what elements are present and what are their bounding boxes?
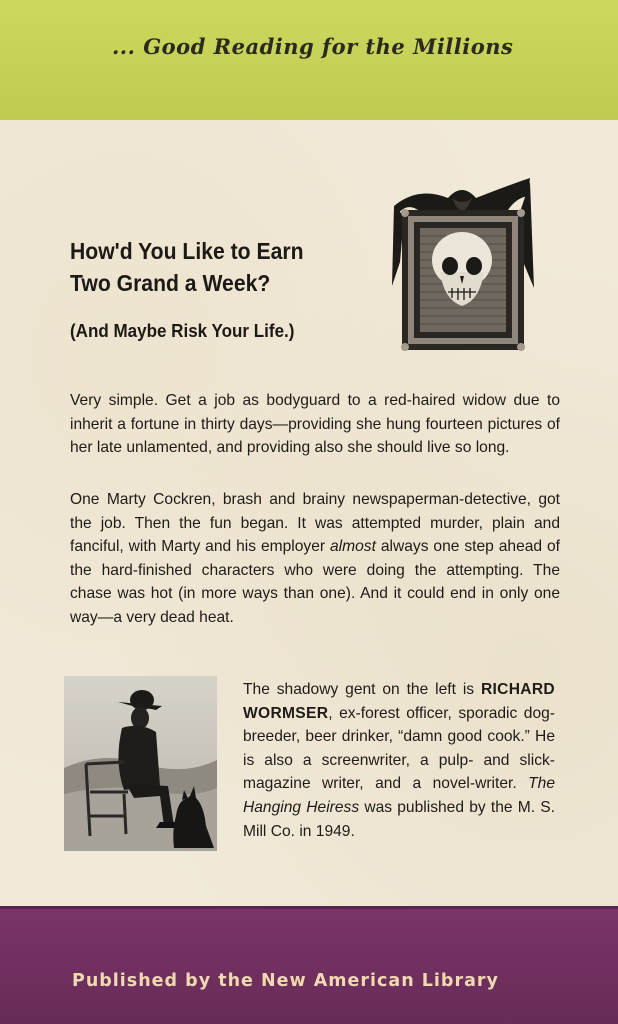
bio-intro: The shadowy gent on the left is xyxy=(243,681,475,698)
book-title: The Hanging Heiress xyxy=(243,775,555,816)
bottom-color-band xyxy=(0,906,618,1024)
body-paragraph-2 xyxy=(70,488,560,630)
body-paragraph-1: Very simple. Get a job as bodyguard to a red-haired widow due to inherit a fortune in thirty days—providing she hung fourteen pictures of her late unlamented, and providing also she should live so long. xyxy=(70,392,560,457)
author-name: RICHARD WORMSER xyxy=(243,681,555,722)
tagline: ... Good Reading for the Millions xyxy=(112,34,514,59)
publisher-line: Published by the New American Library xyxy=(72,971,499,991)
paragraph-2-text-b: always one step ahead of the hard-finished characters who were doing the attempting. The chase was hot (in more ways than one). And it could end in only one way—a very dead heat. xyxy=(70,538,560,626)
bio-details: , ex-forest officer, sporadic dog-breeder, beer drinker, “damn good cook.” He is also a screenwriter, a pulp- and slick-magazine writer, and a novel-writer. xyxy=(243,704,555,793)
paragraph-2-text-a: One Marty Cockren, brash and brainy newspaperman-detective, got the job. Then the fun began. It was attempted murder, plain and fanciful, with Marty and his employer xyxy=(70,491,560,556)
top-color-band xyxy=(0,0,618,123)
headline-line-2: Two Grand a Week? xyxy=(70,270,271,296)
headline-line-1: How'd You Like to Earn xyxy=(70,238,304,264)
paragraph-2-emphasis: almost xyxy=(330,538,376,556)
author-bio xyxy=(243,678,555,843)
framed-skull-portrait-icon xyxy=(388,176,536,354)
bio-end: was published by the M. S. Mill Co. in 1949. xyxy=(243,798,555,840)
author-photo xyxy=(64,676,217,851)
headline-subline: (And Maybe Risk Your Life.) xyxy=(70,320,295,341)
